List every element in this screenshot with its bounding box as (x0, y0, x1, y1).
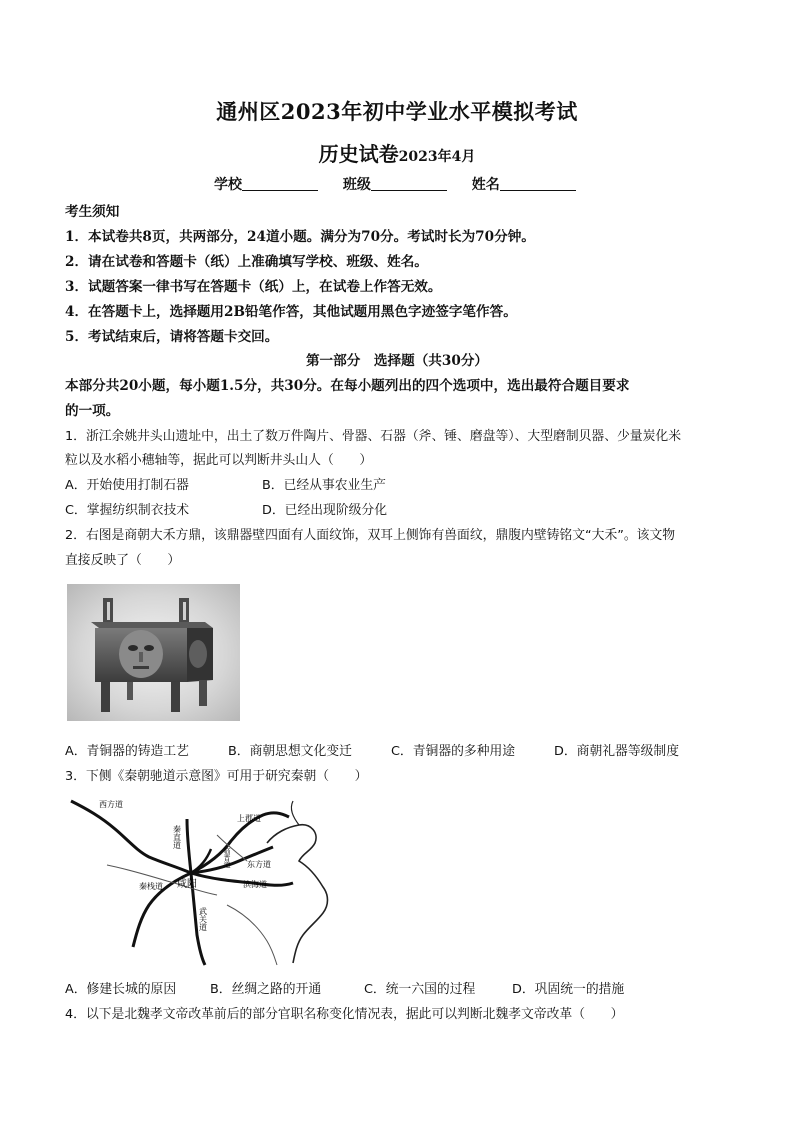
q1-option-d[interactable]: D．已经出现阶级分化 (262, 503, 388, 518)
paper-subtitle (0, 138, 794, 167)
q1-option-b[interactable]: B．已经从事农业生产 (262, 478, 386, 493)
q3-option-a[interactable]: A．修建长城的原因 (65, 982, 177, 997)
class-blank[interactable] (371, 176, 447, 191)
map-label-coastal-road: 滨海道 (243, 880, 267, 889)
bronze-ding-photo (67, 584, 240, 721)
school-label: 学校 (214, 177, 242, 193)
map-label-eastern-road: 东方道 (247, 860, 271, 869)
question-1-text: 粒以及水稻小穗轴等，据此可以判断井头山人（ ） (65, 453, 373, 468)
notice-item: 4．在答题卡上，选择题用2B铅笔作答，其他试题用黑色字迹签字笔作答。 (65, 304, 517, 320)
question-4-text: 4．以下是北魏孝文帝改革前后的部分官职名称变化情况表，据此可以判断北魏孝文帝改革（ ） (65, 1007, 624, 1022)
q2-option-c[interactable]: C．青铜器的多种用途 (391, 744, 516, 759)
name-label: 姓名 (471, 177, 500, 193)
map-label-wuguan-road: 武关道 (198, 907, 208, 931)
notice-heading: 考生须知 (65, 204, 120, 220)
map-label-western-road: 西方道 (99, 800, 123, 809)
map-label-qin-plank-road: 秦栈道 (139, 882, 163, 891)
question-1-text: 1．浙江余姚井头山遗址中，出土了数万件陶片、骨器、石器（斧、锤、磨盘等）、大型磨制贝器、少量炭化米 (65, 429, 681, 444)
map-label-linjin-road: 临晋道 (223, 847, 231, 868)
part1-intro: 本部分共20小题，每小题1.5分，共30分。在每小题列出的四个选项中，选出最符合题目要求 (65, 378, 630, 394)
school-blank[interactable] (242, 176, 318, 191)
part1-intro: 的一项。 (65, 403, 120, 419)
student-info-fields (214, 174, 596, 194)
map-label-shangjun-road: 上郡道 (237, 814, 261, 823)
q3-option-c[interactable]: C．统一六国的过程 (364, 982, 476, 997)
question-2-text: 2．右图是商朝大禾方鼎，该鼎器壁四面有人面纹饰，双耳上侧饰有兽面纹，鼎腹内壁铸铭文“大禾”。该文物 (65, 528, 676, 543)
question-3-text: 3．下侧《秦朝驰道示意图》可用于研究秦朝（ ） (65, 769, 368, 784)
notice-item: 3．试题答案一律书写在答题卡（纸）上，在试卷上作答无效。 (65, 279, 442, 295)
q1-option-a[interactable]: A．开始使用打制石器 (65, 478, 189, 493)
exam-date: 2023年4月 (398, 149, 476, 165)
exam-title: 通州区2023年初中学业水平模拟考试 (216, 99, 578, 124)
name-blank[interactable] (500, 176, 576, 191)
q3-option-b[interactable]: B．丝绸之路的开通 (210, 982, 322, 997)
q2-option-d[interactable]: D．商朝礼器等级制度 (554, 744, 680, 759)
notice-item: 1．本试卷共8页，共两部分，24道小题。满分为70分。考试时长为70分钟。 (65, 229, 535, 245)
q2-option-b[interactable]: B．商朝思想文化变迁 (228, 744, 352, 759)
part1-heading: 第一部分 选择题（共30分） (305, 353, 489, 369)
q1-option-c[interactable]: C．掌握纺织制衣技术 (65, 503, 190, 518)
notice-item: 2．请在试卷和答题卡（纸）上准确填写学校、班级、姓名。 (65, 254, 428, 270)
class-label: 班级 (342, 177, 371, 193)
notice-item: 5．考试结束后，请将答题卡交回。 (65, 329, 279, 345)
map-label-xianyang: 咸阳 (177, 879, 197, 890)
map-label-qin-direct-road: 秦直道 (172, 825, 182, 849)
subject-title: 历史试卷 (318, 142, 399, 166)
qin-roads-map (67, 795, 389, 967)
question-2-text: 直接反映了（ ） (65, 553, 181, 568)
q2-option-a[interactable]: A．青铜器的铸造工艺 (65, 744, 189, 759)
q3-option-d[interactable]: D．巩固统一的措施 (512, 982, 625, 997)
